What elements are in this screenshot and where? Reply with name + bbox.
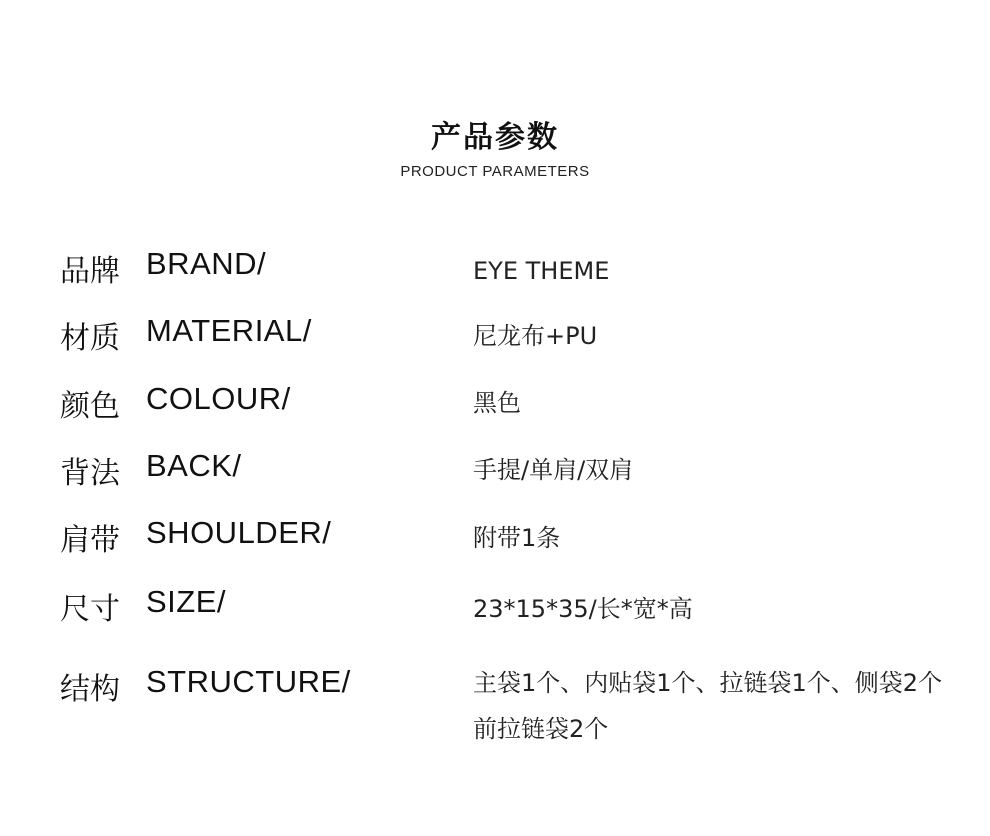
param-label-en: BRAND/	[146, 246, 267, 281]
page-title: 产品参数	[431, 120, 559, 155]
param-label-en: COLOUR/	[146, 381, 291, 416]
param-value: 附带1条	[473, 524, 561, 552]
param-label-cn: 背法	[60, 456, 120, 491]
param-label-en: MATERIAL/	[146, 313, 312, 348]
param-value: EYE THEME	[473, 257, 610, 285]
param-label-en: BACK/	[146, 448, 242, 483]
param-value: 尼龙布+PU	[473, 322, 598, 350]
param-label-en: SHOULDER/	[146, 515, 332, 550]
param-label-cn: 颜色	[60, 389, 120, 424]
param-label-cn: 尺寸	[60, 592, 120, 627]
param-value: 主袋1个、内贴袋1个、拉链袋1个、侧袋2个 前拉链袋2个	[473, 669, 943, 743]
param-label-cn: 肩带	[60, 523, 120, 558]
param-label-cn: 结构	[60, 672, 120, 707]
param-value: 23*15*35/长*宽*高	[473, 595, 693, 623]
param-label-en: STRUCTURE/	[146, 664, 351, 699]
param-label-cn: 材质	[60, 321, 120, 356]
param-label-en: SIZE/	[146, 584, 227, 619]
param-value: 黑色	[473, 389, 521, 417]
param-value: 手提/单肩/双肩	[473, 456, 634, 484]
page-subtitle: PRODUCT PARAMETERS	[400, 163, 590, 180]
param-label-cn: 品牌	[60, 254, 120, 289]
